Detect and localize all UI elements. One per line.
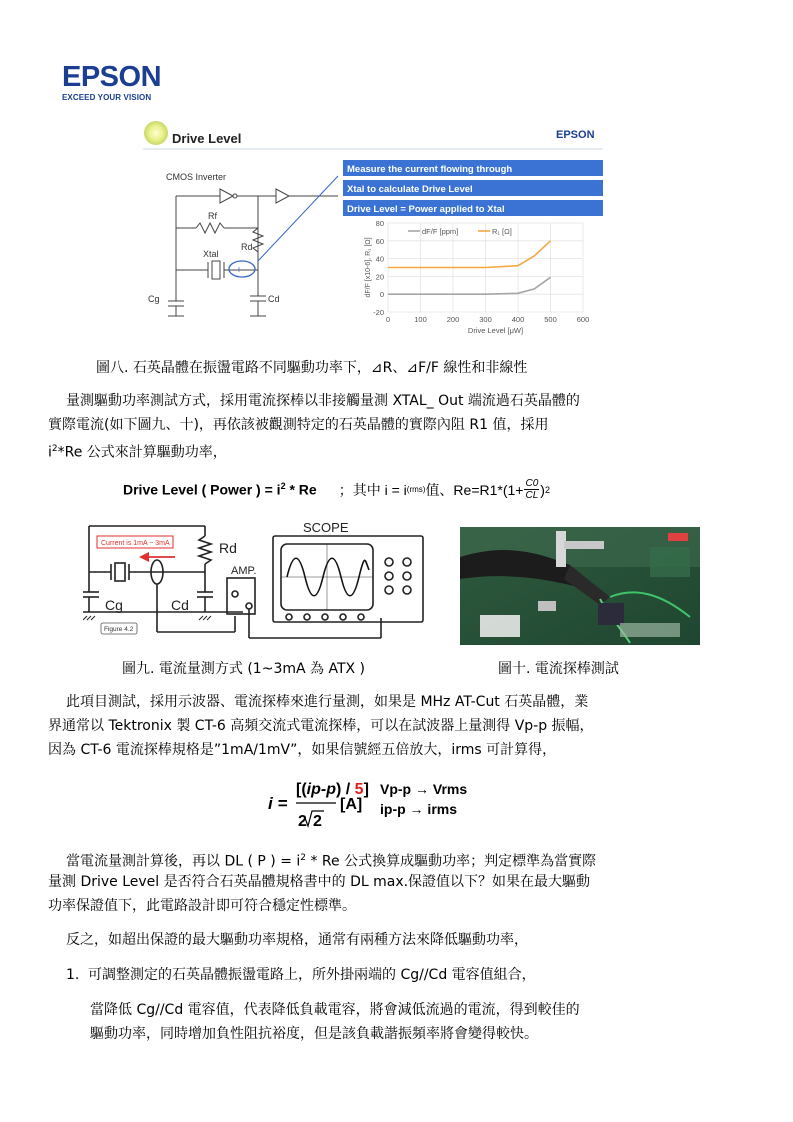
rf-label: Rf	[208, 211, 217, 221]
formula1-mid-tail: 值、Re=R1*(1+	[425, 481, 524, 498]
x-tick-label: 0	[385, 315, 391, 324]
y-tick-label: 80	[375, 219, 384, 228]
y-tick-label: 0	[379, 290, 384, 300]
para3-line1b: * Re 公式換算成驅動功率；判定標準為當實際	[306, 853, 597, 870]
cd-text: Cd	[171, 597, 189, 613]
irms-formula	[268, 772, 498, 832]
scope-text: SCOPE	[303, 520, 349, 535]
legend-entry: R₁ [Ω]	[492, 227, 512, 236]
epson-tagline: EXCEED YOUR VISION	[62, 93, 152, 102]
banner-line-3: Drive Level = Power applied to Xtal	[347, 204, 505, 215]
x-tick-label: 300	[479, 315, 492, 324]
figure-8-caption: 圖八. 石英晶體在振盪電路不同驅動功率下，⊿R、⊿F/F 線性和非線性	[96, 360, 528, 376]
para1-line3: $i^2*Re$ 公式來計算驅動功率，	[48, 444, 227, 461]
list-item-1: 可調整測定的石英晶體振盪電路上，所外掛兩端的 Cg//Cd 電容值組合，	[88, 967, 536, 983]
banner-line-2: Xtal to calculate Drive Level	[347, 184, 473, 195]
figure-tag-text: Figure 4.2	[104, 626, 134, 633]
list-sub-line2: 驅動功率，同時增加負性阻抗裕度，但是該負載諧振頻率將會變得較快。	[90, 1026, 538, 1042]
x-axis-label: Drive Level [μW]	[467, 326, 524, 335]
formula2-numerator: [(ip-p) / 5]	[296, 781, 369, 798]
figure-8-slide	[138, 116, 608, 350]
para3-line3: 功率保證值下，此電路設計即可符合穩定性標準。	[48, 898, 356, 914]
x-tick-label: 600	[576, 315, 590, 324]
formula1-mid: ；其中 i = i	[338, 481, 407, 498]
para1-line1: 量測驅動功率測試方式，採用電流探棒以非接觸量測 XTAL_ Out 端流過石英晶體的	[66, 393, 580, 409]
current-arrow-label: I	[238, 267, 240, 274]
formula2-note2: ip-p → irms	[380, 801, 458, 817]
epson-logo: EPSON	[62, 61, 162, 93]
para1-sup: 2	[51, 444, 58, 454]
x-tick-label: 500	[544, 315, 557, 324]
formula1-fraction	[524, 478, 539, 501]
y-tick-label: 20	[375, 272, 384, 282]
para1-line2: 實際電流(如下圖九、十)，再依該被觀測特定的石英晶體的實際內阻 R1 值，採用	[48, 417, 549, 433]
formula2-denominator-root: 2	[313, 813, 322, 830]
amp-text: AMP.	[231, 565, 257, 577]
drive-level-formula	[123, 478, 550, 501]
cmos-inverter-label: CMOS Inverter	[166, 172, 227, 182]
y-axis-label: dF/F [x10-6], R₁ [Ω]	[365, 237, 372, 298]
formula2-lhs: i =	[268, 794, 288, 813]
xtal-label: Xtal	[203, 249, 219, 259]
y-tick-label: 60	[375, 236, 384, 246]
cd-label: Cd	[268, 294, 280, 304]
cg-text: Cg	[105, 597, 123, 613]
x-tick-label: 200	[446, 315, 460, 324]
formula1-numerator: C0	[525, 478, 539, 489]
formula1-denominator: CL	[525, 490, 539, 501]
x-tick-label: 100	[414, 315, 427, 324]
para3-sup: 2	[300, 853, 307, 863]
y-tick-label: -20	[373, 308, 384, 317]
para2-line1: 此項目測試，採用示波器、電流探棒來進行量測，如果是 MHz AT-Cut 石英晶體，業	[66, 694, 589, 710]
formula1-left-sup: 2	[280, 481, 286, 492]
y-tick-label: 40	[375, 254, 384, 264]
slide-brand: EPSON	[556, 129, 595, 141]
slide-bulb-icon	[144, 121, 168, 145]
list-sub-line1: 當降低 Cg//Cd 電容值，代表降低負載電容，將會減低流過的電流，得到較佳的	[90, 1002, 580, 1018]
formula2-unit: [A]	[340, 796, 363, 813]
list-item-1-number: 1.	[66, 967, 80, 983]
para4-line1: 反之，如超出保證的最大驅動功率規格，通常有兩種方法來降低驅動功率，	[66, 932, 528, 948]
para3-line1a: 當電流量測計算後，再以 DL ( P ) = i	[66, 853, 301, 870]
para3-line2: 量測 Drive Level 是否符合石英晶體規格書中的 DL max.保證值以下？如果在最大驅動	[48, 874, 591, 890]
legend-entry: dF/F [ppm]	[422, 227, 459, 236]
banner-line-1: Measure the current flowing through	[347, 164, 513, 175]
figure-10-probe-photo	[460, 527, 700, 645]
rd-text: Rd	[219, 540, 237, 556]
formula1-end: )	[540, 481, 545, 498]
para3-line1	[66, 847, 596, 874]
figure-10-caption: 圖十. 電流探棒測試	[498, 661, 619, 677]
para1-line3-text: *Re 公式來計算驅動功率，	[57, 444, 227, 461]
slide-title: Drive Level	[172, 131, 242, 146]
cg-label: Cg	[148, 294, 160, 304]
formula2-note1: Vp-p → Vrms	[380, 781, 468, 797]
formula2-denominator-two: 2	[298, 813, 307, 830]
figure-9-caption: 圖九. 電流量測方式 (1~3mA 為 ATX )	[122, 661, 366, 677]
para2-line3: 因為 CT-6 電流探棒規格是”1mA/1mV”，如果信號經五倍放大，irms 可計算得，	[48, 742, 557, 758]
formula1-mid-sub: (rms)	[406, 485, 426, 494]
figure-9-probe-diagram	[83, 520, 438, 652]
x-tick-label: 400	[511, 315, 525, 324]
current-box-label: Current is 1mA ~ 3mA	[101, 540, 170, 547]
formula1-left-tail: * Re	[285, 481, 317, 498]
para2-line2: 界通常以 Tektronix 製 CT-6 高頻交流式電流探棒，可以在試波器上量測得 Vp-p 振幅，	[48, 718, 594, 734]
formula1-left: Drive Level ( Power ) = i	[123, 481, 281, 498]
formula1-end-sup: 2	[544, 484, 550, 495]
rd-label: Rd	[241, 242, 253, 252]
